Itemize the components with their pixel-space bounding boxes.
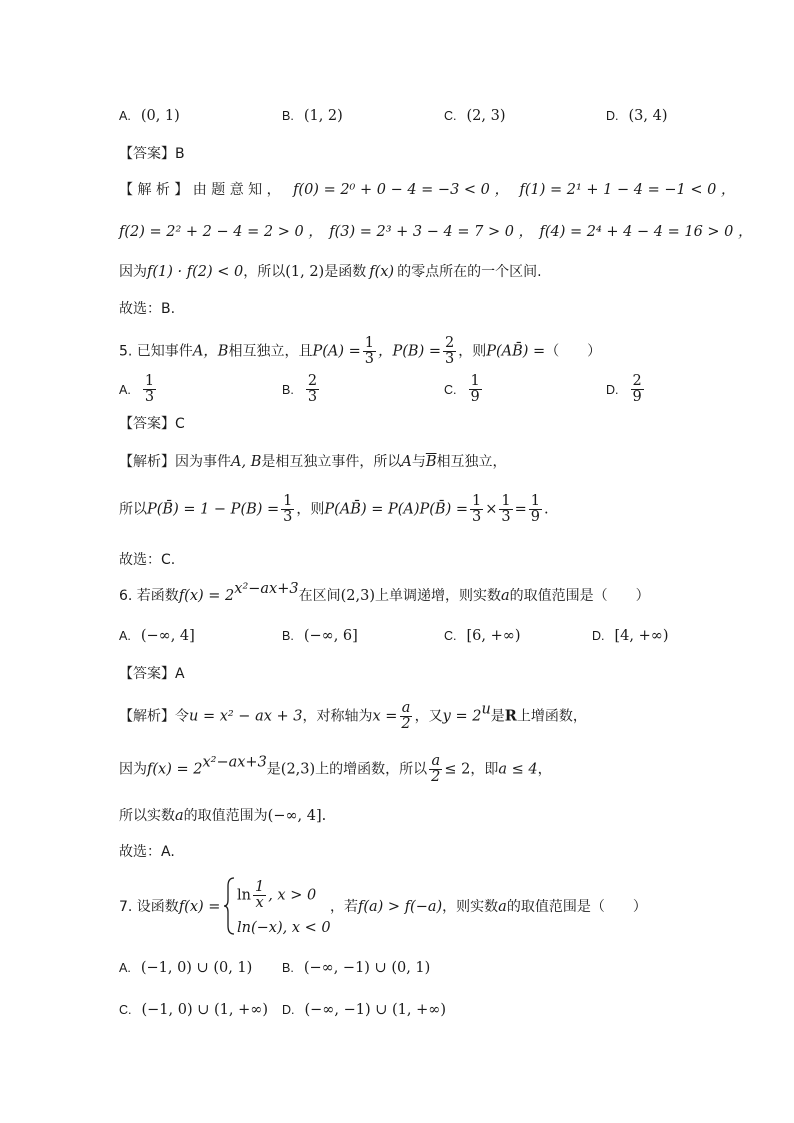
text: ，则实数	[442, 899, 499, 915]
denominator: 3	[283, 509, 293, 525]
case-expr: ln(−x), x < 0	[237, 920, 331, 936]
denominator: 2	[401, 716, 411, 732]
text: 上增函数，	[516, 708, 587, 725]
option-letter: C.	[119, 1003, 132, 1017]
analysis-head: 【 解 析 】 由 题 意 知 ，	[119, 182, 281, 198]
pa-expr: P(A) =	[312, 343, 361, 360]
fraction	[363, 336, 376, 367]
inequality: ≤ 2	[444, 761, 471, 778]
option-letter: A.	[119, 109, 131, 123]
numerator: 1	[364, 335, 374, 351]
reals-symbol: R	[504, 707, 517, 725]
option-letter: D.	[606, 382, 619, 397]
numerator: 1	[144, 373, 155, 389]
option-letter: C.	[444, 629, 457, 643]
fraction	[443, 336, 456, 367]
option-value: (−1, 0) ∪ (1, +∞)	[141, 1002, 268, 1018]
numerator: 1	[501, 493, 511, 509]
denominator: 2	[431, 769, 441, 785]
text: 的取值范围是（ ）	[506, 899, 647, 915]
q5-answer: 【答案】C	[119, 416, 185, 432]
inequality: f(a) > f(−a)	[358, 899, 443, 915]
option-value: (2, 3)	[466, 108, 506, 124]
q4-analysis-line1	[119, 180, 735, 200]
q6-option-a	[119, 626, 195, 646]
interval: (2,3)	[280, 761, 316, 778]
text: 7. 设函数	[119, 899, 179, 915]
q4-analysis-line2	[119, 222, 753, 242]
q4-answer: 【答案】B	[119, 146, 185, 162]
text: ，即	[470, 761, 499, 778]
fraction	[281, 494, 294, 525]
q5-analysis-line2	[119, 494, 549, 525]
q6-analysis-line3	[119, 806, 326, 826]
q7-option-c	[119, 1000, 268, 1020]
option-value: [6, +∞)	[466, 628, 521, 644]
interval: (2,3)	[340, 588, 375, 604]
interval: (1, 2)	[285, 264, 325, 280]
axis-expr: x =	[372, 708, 398, 725]
piecewise-case-2	[237, 918, 331, 938]
option-value: (−∞, −1) ∪ (1, +∞)	[304, 1002, 446, 1018]
text: 与	[411, 454, 426, 470]
numerator: a	[401, 700, 411, 716]
numerator: 2	[444, 335, 455, 351]
option-letter: A.	[119, 629, 131, 643]
text: 的取值范围为	[183, 808, 268, 824]
option-value: (−∞, −1) ∪ (0, 1)	[303, 960, 431, 976]
option-value: [4, +∞)	[614, 628, 669, 644]
text: ，对称轴为	[302, 708, 373, 725]
text: ，若	[330, 899, 358, 915]
option-letter: D.	[282, 1003, 295, 1017]
text: ，	[537, 761, 552, 778]
outer-function: y = 2	[442, 708, 482, 725]
q6-stem	[119, 581, 650, 606]
q5-option-c	[444, 374, 484, 405]
fraction	[253, 880, 266, 911]
denominator: 9	[530, 509, 541, 525]
q5-option-b	[282, 374, 321, 405]
times: ×	[485, 501, 498, 518]
denominator: 3	[364, 351, 374, 367]
option-letter: B.	[282, 382, 294, 397]
fraction	[529, 494, 542, 525]
pb-expr: ，P(B) =	[378, 343, 441, 360]
function-name: f(x)	[369, 264, 395, 280]
fraction	[499, 494, 512, 525]
option-value: (−1, 0) ∪ (0, 1)	[140, 960, 253, 976]
events: A，B	[192, 343, 229, 360]
q5-stem	[119, 336, 601, 367]
denominator: 9	[470, 389, 480, 405]
denominator: 3	[501, 509, 511, 525]
piecewise-case-1	[237, 880, 316, 911]
option-letter: A.	[119, 382, 131, 397]
option-letter: B.	[282, 629, 294, 643]
text: ，又	[414, 708, 443, 725]
fraction	[469, 374, 482, 405]
event-b-complement: $\overline{B}$	[425, 454, 437, 470]
text: 是函数	[324, 264, 367, 280]
q7-stem-suffix	[330, 897, 647, 917]
ln: ln	[237, 887, 251, 904]
text: 是相互独立事件，所以	[261, 454, 402, 470]
q4-option-a	[119, 106, 180, 126]
text: ，则	[296, 501, 325, 518]
option-value: (−∞, 4]	[140, 628, 195, 644]
variable: a	[500, 588, 510, 604]
q7-stem-prefix	[119, 897, 220, 917]
condition: , x > 0	[268, 887, 317, 904]
text: 相互独立，且	[228, 343, 313, 360]
interval: (−∞, 4]	[267, 808, 322, 824]
numerator: 1	[470, 373, 480, 389]
denominator: 3	[444, 351, 455, 367]
numerator: 1	[472, 493, 482, 509]
numerator: 1	[283, 493, 293, 509]
text: 【解析】令	[119, 708, 189, 725]
text: 的取值范围是（ ）	[509, 588, 650, 604]
numerator: 2	[632, 373, 642, 389]
q4-conclusion	[119, 262, 542, 282]
q4-option-d	[606, 106, 667, 126]
complement-expr: P(B̄) = 1 − P(B) =	[147, 501, 280, 518]
text: 所以	[119, 501, 147, 518]
option-value: (0, 1)	[140, 108, 180, 124]
text: 5. 已知事件	[119, 343, 193, 360]
text: 上的增函数，所以	[315, 761, 428, 778]
text: 在区间	[298, 588, 341, 604]
text: 所以实数	[119, 808, 175, 824]
numerator: 1	[530, 493, 541, 509]
text: ，则	[458, 343, 487, 360]
denominator: 3	[307, 389, 318, 405]
variable: a	[175, 808, 184, 824]
option-letter: D.	[606, 109, 619, 123]
numerator: a	[431, 753, 441, 769]
function-def: f(x) =	[178, 899, 221, 915]
option-letter: B.	[282, 961, 294, 975]
text: 的零点所在的一个区间.	[397, 264, 542, 280]
numerator: 1	[254, 879, 265, 895]
period: .	[321, 808, 327, 824]
f3-expr: f(3) = 2³ + 3 − 4 = 7 > 0 ，	[329, 224, 534, 240]
events: A, B	[231, 454, 262, 470]
piecewise-brace	[224, 876, 236, 940]
denominator: 9	[632, 389, 642, 405]
q4-choose: 故选：B.	[119, 301, 176, 317]
q7-option-a	[119, 958, 252, 978]
event-a: A	[401, 454, 412, 470]
f2-expr: f(2) = 2² + 2 − 4 = 2 > 0 ，	[119, 224, 323, 240]
denominator: x	[255, 895, 264, 911]
fraction	[429, 754, 442, 785]
q6-option-d	[592, 626, 669, 646]
text: 【解析】因为事件	[119, 454, 231, 470]
option-letter: C.	[444, 109, 457, 123]
q4-option-b	[282, 106, 343, 126]
exponent: x²−ax+3	[202, 754, 267, 771]
fraction	[306, 374, 319, 405]
product-expr: P(AB̄) = P(A)P(B̄) =	[324, 501, 468, 518]
denominator: 3	[472, 509, 482, 525]
q5-analysis-line1	[119, 452, 507, 472]
f4-expr: f(4) = 2⁴ + 4 − 4 = 16 > 0 ，	[539, 224, 753, 240]
exponent: u	[481, 701, 491, 718]
q6-analysis-line2	[119, 754, 552, 785]
variable: a	[498, 899, 507, 915]
text: 是	[490, 708, 505, 725]
fraction	[143, 374, 156, 405]
option-value: (−∞, 6]	[303, 628, 358, 644]
q4-option-c	[444, 106, 505, 126]
option-value: (3, 4)	[628, 108, 668, 124]
option-value: (1, 2)	[303, 108, 343, 124]
fraction	[631, 374, 644, 405]
exponent: x²−ax+3	[234, 581, 299, 597]
q6-option-b	[282, 626, 358, 646]
pab-expr: P(AB̄) =	[486, 343, 546, 360]
equals: =	[514, 501, 527, 518]
option-letter: A.	[119, 961, 131, 975]
function-def: f(x) = 2	[147, 761, 203, 778]
text: 上单调递增，则实数	[374, 588, 501, 604]
q5-option-d	[606, 374, 646, 405]
option-letter: D.	[592, 629, 605, 643]
q6-option-c	[444, 626, 521, 646]
q7-option-d	[282, 1000, 446, 1020]
option-letter: B.	[282, 109, 294, 123]
fraction	[399, 701, 412, 732]
text: ，所以	[243, 264, 286, 280]
q5-choose: 故选：C.	[119, 552, 176, 568]
result: a ≤ 4	[498, 761, 538, 778]
text: 因为	[119, 264, 147, 280]
denominator: 3	[144, 389, 155, 405]
text: 6. 若函数	[119, 588, 179, 604]
q6-choose: 故选：A.	[119, 844, 175, 860]
text: 是	[266, 761, 281, 778]
substitution: u = x² − ax + 3	[189, 708, 303, 725]
q6-analysis-line1	[119, 701, 587, 732]
period: .	[544, 501, 549, 518]
q5-option-a	[119, 374, 158, 405]
f0-expr: f(0) = 2⁰ + 0 − 4 = −3 < 0 ，	[293, 182, 510, 198]
function-def: f(x) = 2	[178, 588, 235, 604]
q7-option-b	[282, 958, 430, 978]
fraction	[470, 494, 483, 525]
numerator: 2	[307, 373, 318, 389]
text: （ ）	[545, 343, 602, 360]
text: 相互独立，	[436, 454, 507, 470]
option-letter: C.	[444, 382, 457, 397]
q6-answer: 【答案】A	[119, 666, 185, 682]
text: 因为	[119, 761, 147, 778]
product-expr: f(1) · f(2) < 0	[147, 264, 244, 280]
f1-expr: f(1) = 2¹ + 1 − 4 = −1 < 0 ，	[519, 182, 736, 198]
